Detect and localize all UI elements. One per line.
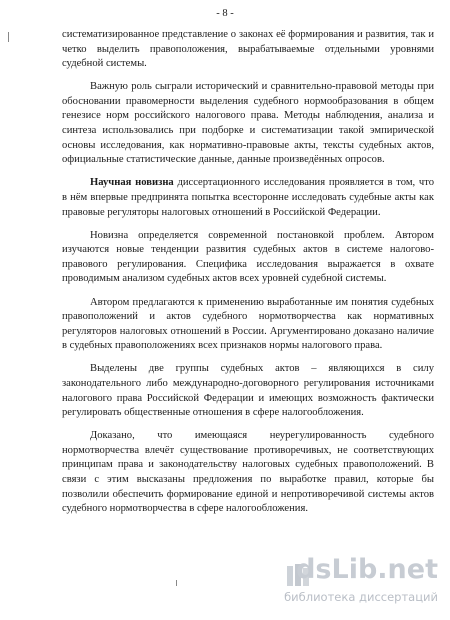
paragraph-proven: Доказано, что имеющаяся неурегулированность судебного нормотворчества влечёт существование противоречивых, не соответствующих принципам права и законодательству налоговых судебных правоположений. В связи с этим высказаны предложения по выработке правил, которые бы позволили обеспечить формирование единой и непротиворечивой системы актов судебного нормотворчества в сфере налогообложения. [62,430,434,515]
watermark [238,554,438,610]
paragraph-methods: Важную роль сыграли исторический и сравнительно-правовой методы при обосновании правомерности выделения судебного нормообразования в общем генезисе норм российского налогового права. Методы наблюдения, анализа и синтеза использовались при подборке и систематизации такой эмпирической основы исследования, как нормативно-правовые акты, тексты судебных актов, официальные статистические данные, данные произведённых опросов. [62,81,434,166]
novelty-heading: Научная новизна [90,177,174,189]
watermark-logo: dsLib.net [296,554,438,585]
paragraph-novelty [62,176,434,220]
scan-mark [8,32,9,42]
paragraph-continuation: систематизированное представление о законах её формирования и развития, так и четко выделить правоположения, вырабатываемые отдельными уровнями судебной системы. [62,29,434,70]
page-number: - 8 - [216,8,234,19]
paragraph-author-proposals: Автором предлагаются к применению выработанные им понятия судебных правоположений и актов судебного нормотворчества как нормативных регуляторов налоговых отношений в России. Аргументировано доказано наличие в судебных правоположениях всех признаков нормы налогового права. [62,296,434,352]
watermark-subtitle: библиотека диссертаций [284,590,438,604]
body-text [62,28,434,525]
scan-mark [176,580,177,586]
paragraph-novelty-definition: Новизна определяется современной постановкой проблем. Автором изучаются новые тенденции развития судебных актов в системе налогово-правового регулирования. Специфика исследования выражается в охвате проводимым анализом судебных актов всех уровней судебной системы. [62,229,434,285]
novelty-text: диссертационного исследования проявляется в том, что в нём впервые предпринята попытка всесторонне исследовать судебные акты как правовые регуляторы налоговых отношений в Российской Федерации. [62,177,434,218]
paragraph-two-groups: Выделены две группы судебных актов – являющихся в силу законодательного либо международно-договорного регулирования источниками налогового права Российской Федерации и имеющих возможность фактически регулировать общественные отношения в сфере налогообложения. [62,363,434,419]
